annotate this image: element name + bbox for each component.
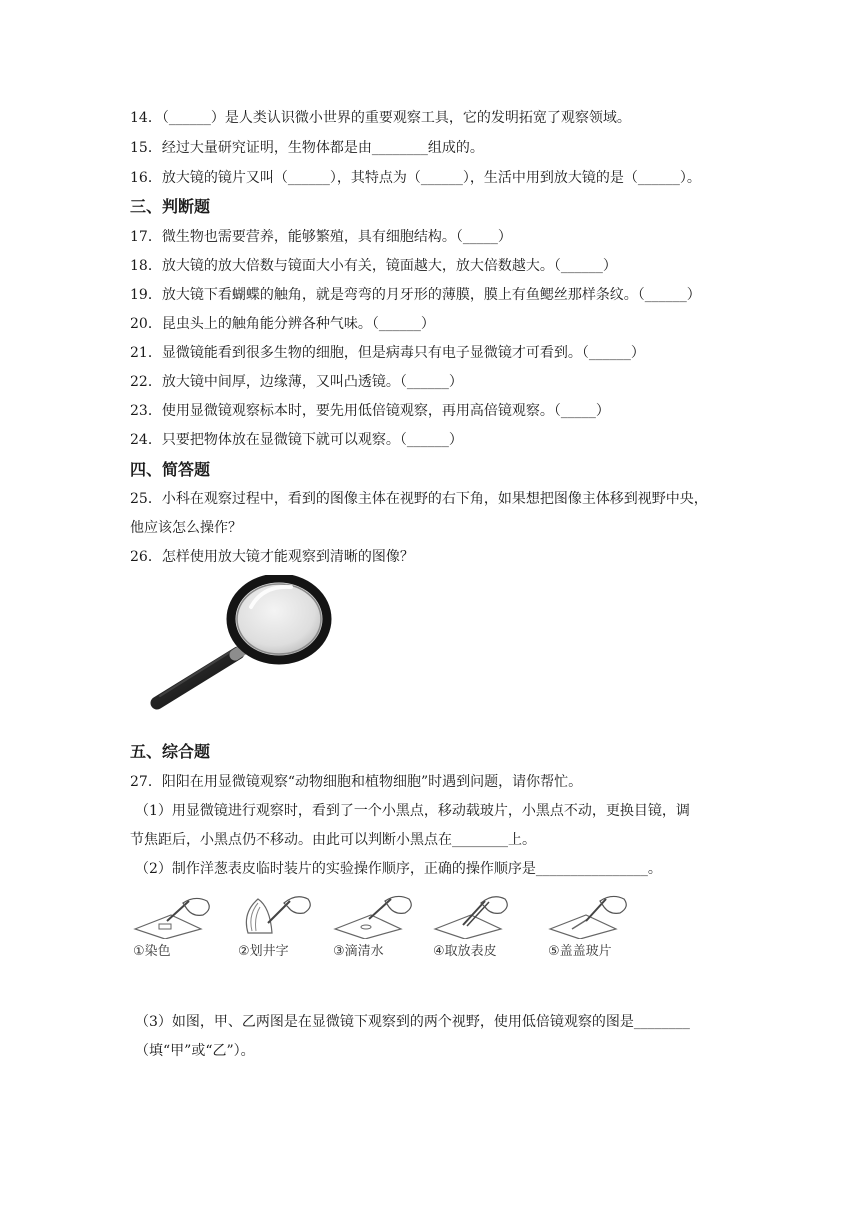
magnifying-glass-image (143, 575, 333, 710)
step-add-water (333, 893, 423, 963)
question-19: 19．放大镜下看蝴蝶的触角，就是弯弯的月牙形的薄膜，膜上有鱼鳃丝那样条纹。（______） (130, 287, 701, 303)
question-27: 27．阳阳在用显微镜观察“动物细胞和植物细胞”时遇到问题，请你帮忙。 (130, 774, 583, 790)
dropper-staining-icon (133, 893, 223, 939)
question-22: 22．放大镜中间厚，边缘薄，又叫凸透镜。（______） (130, 374, 463, 390)
tweezers-epidermis-icon (433, 893, 523, 939)
step-label: ③滴清水 (333, 944, 384, 959)
question-15: 15．经过大量研究证明，生物体都是由________组成的。 (130, 140, 484, 156)
dropper-water-icon (333, 893, 423, 939)
question-23: 23．使用显微镜观察标本时，要先用低倍镜观察，再用高倍镜观察。（_____） (130, 403, 610, 419)
question-26: 26．怎样使用放大镜才能观察到清晰的图像？ (130, 549, 414, 565)
step-cut-grid (238, 893, 328, 963)
question-21: 21．显微镜能看到很多生物的细胞，但是病毒只有电子显微镜才可看到。（______） (130, 345, 645, 361)
step-place-epidermis (433, 893, 523, 963)
question-27-part3-line2: （填“甲”或“乙”）。 (135, 1043, 255, 1059)
step-label: ①染色 (133, 944, 171, 959)
slide-preparation-steps (133, 893, 638, 963)
onion-cutting-icon (238, 893, 328, 939)
step-stain (133, 893, 223, 963)
question-17: 17．微生物也需要营养，能够繁殖，具有细胞结构。（_____） (130, 229, 512, 245)
question-24: 24．只要把物体放在显微镜下就可以观察。（______） (130, 432, 463, 448)
cover-slip-icon (548, 893, 638, 939)
question-25-line1: 25．小科在观察过程中，看到的图像主体在视野的右下角，如果想把图像主体移到视野中央， (130, 491, 708, 507)
section-title-short-answer: 四、简答题 (130, 460, 211, 479)
question-27-part3-line1: （3）如图，甲、乙两图是在显微镜下观察到的两个视野，使用低倍镜观察的图是________ (135, 1014, 690, 1030)
question-16: 16．放大镜的镜片又叫（______），其特点为（______），生活中用到放大镜的是（______）。 (130, 170, 701, 186)
question-25-line2: 他应该怎么操作？ (130, 520, 242, 536)
question-27-part2: （2）制作洋葱表皮临时装片的实验操作顺序，正确的操作顺序是________________。 (135, 861, 662, 877)
section-title-judgement: 三、判断题 (130, 197, 211, 216)
question-27-part1-line1: （1）用显微镜进行观察时，看到了一个小黑点，移动载玻片，小黑点不动，更换目镜，调 (135, 803, 690, 819)
question-27-part1-line2: 节焦距后，小黑点仍不移动。由此可以判断小黑点在________上。 (130, 832, 536, 848)
question-20: 20．昆虫头上的触角能分辨各种气味。（______） (130, 316, 435, 332)
question-14: 14．（______）是人类认识微小世界的重要观察工具，它的发明拓宽了观察领域。 (130, 110, 631, 126)
step-cover-slip (548, 893, 638, 963)
step-label: ⑤盖盖玻片 (548, 944, 612, 959)
step-label: ④取放表皮 (433, 944, 497, 959)
question-18: 18．放大镜的放大倍数与镜面大小有关，镜面越大，放大倍数越大。（______） (130, 258, 617, 274)
section-title-comprehensive: 五、综合题 (130, 742, 211, 761)
step-label: ②划井字 (238, 944, 289, 959)
